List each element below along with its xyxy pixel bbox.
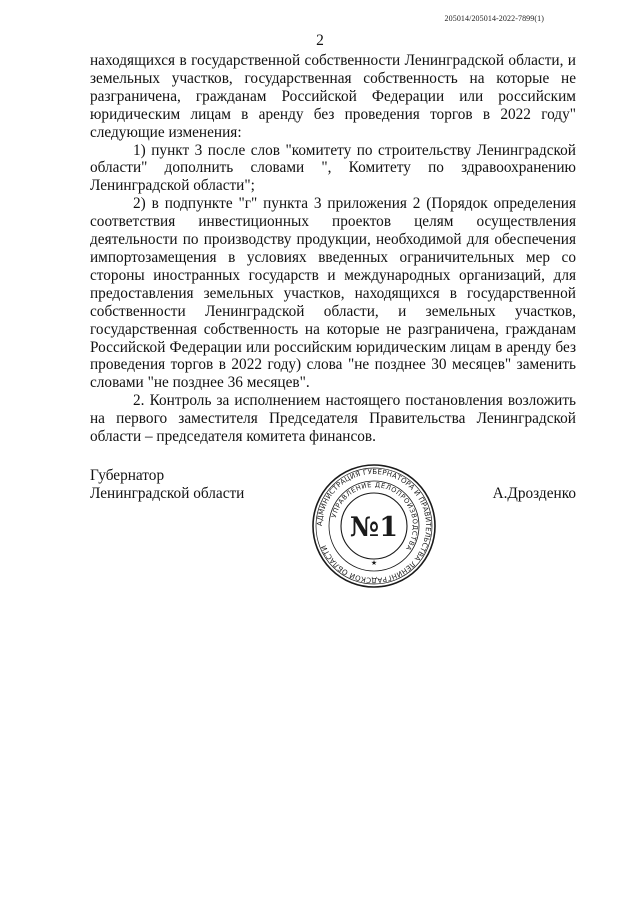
paragraph-continuation: находящихся в государственной собственности Ленинградской области, и земельных участков, государственная собственность на которые не разграничена, гражданам Российской Федерации или российским юридическим лицам в аренду без проведения торгов в 2022 году" следующие изменения: [90, 52, 576, 141]
seal-inner-text: УПРАВЛЕНИЕ ДЕЛОПРОИЗВОДСТВА [329, 480, 420, 553]
seal-center-number: №1 [349, 512, 399, 543]
seal-outer-text: АДМИНИСТРАЦИЯ ГУБЕРНАТОРА И ПРАВИТЕЛЬСТВА ЛЕНИНГРАДСКОЙ ОБЛАСТИ [315, 467, 433, 585]
page-number: 2 [316, 32, 324, 49]
paragraph-control: 2. Контроль за исполнением настоящего постановления возложить на первого заместителя Председателя Правительства Ленинградской области – председателя комитета финансов. [90, 392, 576, 446]
document-body [90, 52, 576, 446]
official-seal [310, 462, 438, 590]
signature-title-line1: Губернатор [90, 467, 165, 484]
signature-title-line2: Ленинградской области [90, 484, 245, 502]
document-id: 205014/205014-2022-7899(1) [444, 14, 544, 23]
signature-title [90, 467, 244, 503]
signatory-name: А.Дрозденко [492, 485, 576, 502]
paragraph-item-2: 2) в подпункте "г" пункта 3 приложения 2 (Порядок определения соответствия инвестиционных проектов целям осуществления деятельности по производству продукции, необходимой для обеспечения импортозамещения в условиях введенных ограничительных мер со стороны иностранных государств и международных организаций, для предоставления земельных участков, находящихся в государственной собственности Ленинградской области, и земельных участков, государственная собственность на которые не разграничена, гражданам Российской Федерации или российским юридическим лицам в аренду без проведения торгов в 2022 году) слова "не позднее 30 месяцев" заменить словами "не позднее 36 месяцев". [90, 195, 576, 392]
seal-star-icon: ★ [370, 559, 378, 567]
paragraph-item-1: 1) пункт 3 после слов "комитету по строительству Ленинградской области" дополнить словами ", Комитету по здравоохранению Ленинградской области"; [90, 141, 576, 195]
